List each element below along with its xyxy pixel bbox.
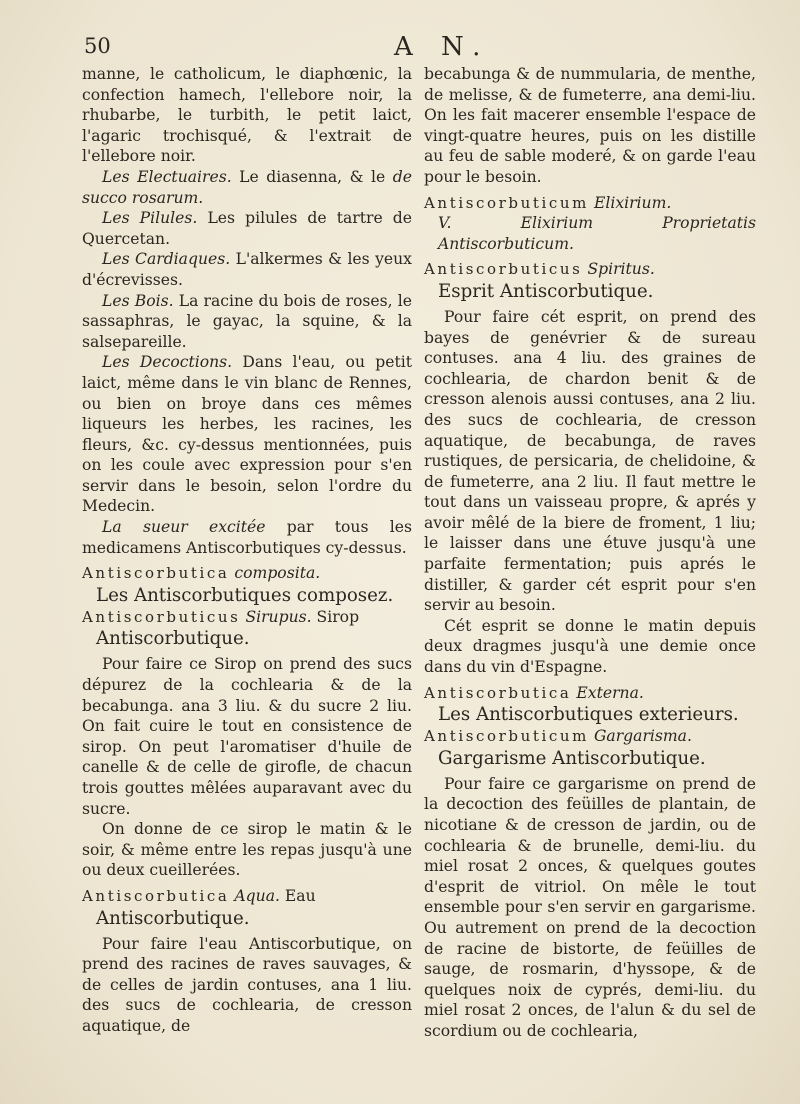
heading-elixirium — [424, 193, 756, 214]
entry-text: par tous les medicamens Antiscorbutiques cy-dessus. — [82, 518, 412, 557]
entry-text: L'alkermes & les yeux d'écrevisses. — [82, 250, 412, 289]
paragraph: On donne de ce sirop le matin & le soir, & même entre les repas jusqu'à une ou deux cueillerées. — [82, 820, 412, 880]
entry-bois — [82, 291, 412, 353]
heading-french: Gargarisme Antiscorbutique. — [438, 747, 706, 769]
heading-italic: Externa. — [576, 683, 644, 702]
heading-french: Esprit Antiscorbutique. — [438, 280, 654, 302]
paragraph: Pour faire cét esprit, on prend des bayes de genévrier & de sureau contuses. ana 4 liu. des graines de cochlearia, de chardon benit & de cresson alenois aussi contuses, ana 2 liu. des sucs de cochlearia, de cresson aquatique, de becabunga, de raves rustiques, de persicaria, de chelidoine, & de fumeterre, ana 2 liu. Il faut mettre le tout dans un vaisseau propre, & aprés y avoir mêlé de la biere de froment, 1 liu; le laisser dans une étuve jusqu'à une parfaite fermentation; puis aprés le distiller, & garder cét esprit pour s'en servir au besoin. — [424, 307, 756, 615]
entry-text: Dans l'eau, ou petit laict, même dans le vin blanc de Rennes, ou bien on broye dans ces mêmes liqueurs les herbes, les racines, les fleurs, &c. cy-dessus mentionnées, puis on les coule avec expression pour s'en servir dans le besoin, selon l'ordre du Medecin. — [82, 353, 412, 516]
entry-cardiaques — [82, 249, 412, 290]
heading-smallcaps: Antiscorbuticum — [424, 727, 589, 746]
heading-italic: Spiritus. — [587, 260, 655, 279]
heading-french: Antiscorbutique. — [96, 907, 250, 929]
heading-french: Les Antiscorbutiques composez. — [96, 584, 394, 606]
heading-french: Les Antiscorbutiques exterieurs. — [438, 704, 739, 726]
entry-decoctions — [82, 352, 412, 517]
heading-gargarisma — [424, 726, 756, 747]
paragraph: Cét esprit se donne le matin depuis deux dragmes jusqu'à une demie once dans du vin d'Espagne. — [424, 616, 756, 677]
heading-italic: Gargarisma. — [593, 727, 692, 746]
entry-label: Les Decoctions. — [102, 353, 233, 372]
running-title: A N. — [394, 32, 491, 62]
heading-italic: composita. — [234, 564, 321, 583]
entry-text: Les pilules de tartre de Quercetan. — [82, 209, 412, 248]
heading-french: Antiscorbutique. — [96, 628, 250, 650]
paragraph: Pour faire l'eau Antiscorbutique, on prend des racines de raves sauvages, & de celles de jardin contuses, ana 1 liu. des sucs de cochlearia, de cresson aquatique, de — [82, 934, 412, 1035]
entry-text: Le diasenna, & le — [231, 167, 393, 186]
entry-label: Les Electuaires. — [102, 167, 232, 186]
heading-aqua — [82, 886, 412, 907]
entry-pilules — [82, 208, 412, 249]
cross-reference: V. Elixirium Proprietatis Antiscorbuticum. — [438, 214, 756, 253]
heading-text: Eau — [279, 886, 316, 905]
heading-smallcaps: Antiscorbuticus — [424, 260, 583, 279]
paragraph: Pour faire ce gargarisme on prend de la decoction des feüilles de plantain, de nicotiane & de cresson de jardin, ou de cochlearia & de brunelle, demi-liu. du miel rosat 2 onces, & quelques goutes d'esprit de vitriol. On mêle le tout ensemble pour s'en servir en gargarisme. Ou autrement on prend de la decoction de racine de bistorte, de feüilles de sauge, de rosmarin, d'hyssope, & de quelques noix de cyprés, demi-liu. du miel rosat 2 onces, de l'alun & du sel de scordium ou de cochlearia, — [424, 774, 756, 1040]
heading-smallcaps: Antiscorbuticum — [424, 193, 589, 212]
entry-label: Les Pilules. — [102, 209, 198, 228]
heading-sirupus — [82, 607, 412, 628]
entry-label: La sueur excitée — [102, 518, 266, 537]
heading-smallcaps: Antiscorbuticus — [82, 607, 241, 626]
entry-sueur — [82, 517, 412, 558]
paragraph: becabunga & de nummularia, de menthe, de melisse, & de fumeterre, ana demi-liu. On les fait macerer ensemble l'espace de vingt-quatre heures, puis on les distille au feu de sable moderé, & on garde l'eau pour le besoin. — [424, 65, 756, 186]
heading-composita — [82, 563, 412, 584]
right-column — [424, 64, 756, 1042]
entry-label: Les Cardiaques. — [102, 250, 231, 269]
page-number: 50 — [84, 34, 111, 58]
left-column — [82, 64, 412, 1037]
heading-smallcaps: Antiscorbutica — [82, 886, 230, 905]
heading-smallcaps: Antiscorbutica — [424, 683, 572, 702]
heading-italic: Elixirium. — [593, 193, 672, 212]
entry-electuaires — [82, 167, 412, 208]
page-header — [84, 34, 784, 66]
heading-italic: Aqua. — [234, 886, 280, 905]
entry-text: La racine du bois de roses, le sassaphras, le gayac, la squine, & la salsepareille. — [82, 291, 413, 351]
paragraph: Pour faire ce Sirop on prend des sucs dépurez de la cochlearia & de la becabunga. ana 3 liu. & du sucre 2 liu. On fait cuire le tout en consistence de sirop. On peut l'aromatiser d'huile de canelle & de celle de girofle, de chacun trois gouttes mêlées auparavant avec du sucre. — [82, 655, 412, 818]
entry-italic: de succo rosarum. — [82, 167, 412, 207]
paragraph: manne, le catholicum, le diaphœnic, la confection hamech, l'ellebore noir, la rhubarbe, le turbith, le petit laict, l'agaric trochisqué, & l'extrait de l'ellebore noir. — [82, 65, 412, 166]
heading-externa — [424, 683, 756, 704]
heading-italic: Sirupus. — [245, 607, 312, 626]
heading-text: Sirop — [311, 607, 360, 626]
heading-smallcaps: Antiscorbutica — [82, 564, 230, 583]
heading-spiritus — [424, 259, 756, 280]
entry-label: Les Bois. — [102, 291, 174, 310]
